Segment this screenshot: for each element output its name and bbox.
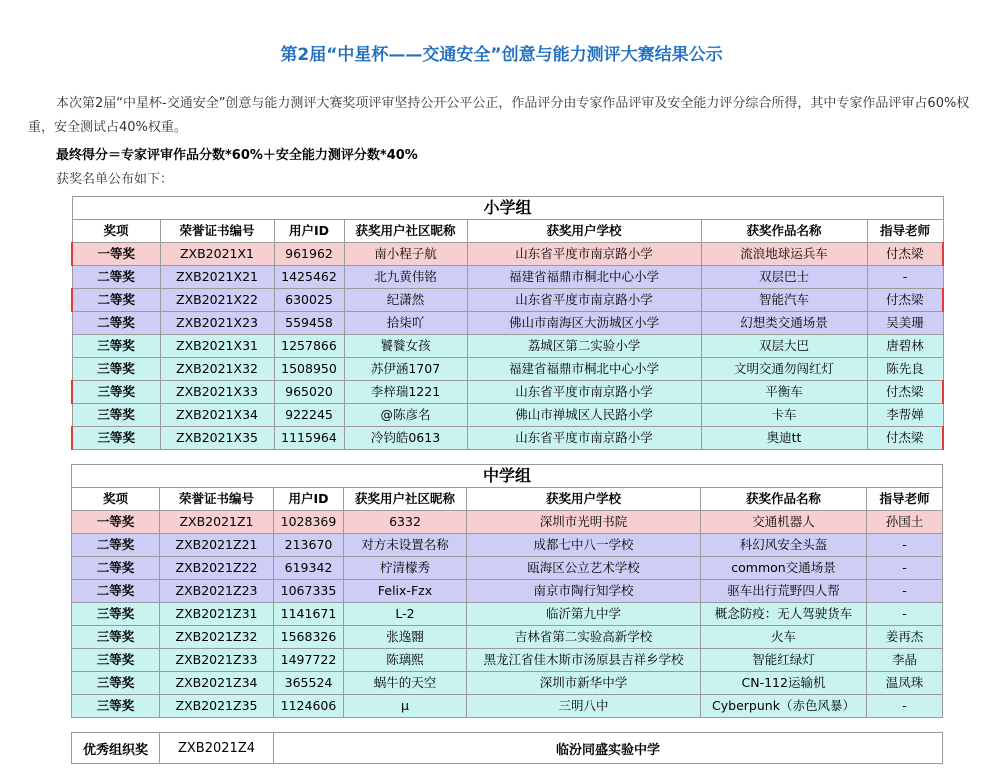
cell-work-title: 驱车出行荒野四人帮 [701,580,867,603]
cell-work-title: 双层巴士 [701,266,867,289]
org-award-code: ZXB2021Z4 [160,733,274,764]
table-row [72,289,943,312]
cell-teacher: 付杰梁 [867,427,943,450]
header-teacher: 指导老师 [867,488,943,511]
cell-cert-number: ZXB2021X1 [160,243,274,266]
table-row [72,358,943,381]
cell-user-id: 365524 [274,672,344,695]
cell-teacher: - [867,534,943,557]
header-school: 获奖用户学校 [467,488,701,511]
header-cert: 荣誉证书编号 [160,488,274,511]
cell-school: 福建省福鼎市桐北中心小学 [467,266,701,289]
cell-cert-number: ZXB2021Z31 [160,603,274,626]
cell-cert-number: ZXB2021X31 [160,335,274,358]
cell-user-id: 619342 [274,557,344,580]
cell-work-title: 流浪地球运兵车 [701,243,867,266]
cell-cert-number: ZXB2021Z1 [160,511,274,534]
organization-award-table [71,732,943,764]
cell-cert-number: ZXB2021X22 [160,289,274,312]
cell-work-title: 平衡车 [701,381,867,404]
cell-work-title: 双层大巴 [701,335,867,358]
org-award-name: 优秀组织奖 [72,733,160,764]
cell-user-id: 1425462 [274,266,344,289]
cell-award: 三等奖 [72,358,160,381]
header-cert: 荣誉证书编号 [160,220,274,243]
cell-user-id: 1508950 [274,358,344,381]
cell-work-title: 概念防疫：无人驾驶货车 [701,603,867,626]
primary-header-row [72,220,943,243]
score-formula: 最终得分＝专家评审作品分数*60%＋安全能力测评分数*40% [56,148,418,163]
cell-teacher: 付杰梁 [867,289,943,312]
cell-work-title: 交通机器人 [701,511,867,534]
cell-nickname: 6332 [344,511,467,534]
cell-teacher: 孙国土 [867,511,943,534]
cell-user-id: 1568326 [274,626,344,649]
org-award-school: 临汾同盛实验中学 [274,733,943,764]
cell-school: 黑龙江省佳木斯市汤原县吉祥乡学校 [467,649,701,672]
cell-school: 山东省平度市南京路小学 [467,381,701,404]
cell-work-title: 文明交通勿闯红灯 [701,358,867,381]
cell-school: 三明八中 [467,695,701,718]
cell-teacher: - [867,557,943,580]
cell-nickname: 李梓瑞1221 [344,381,467,404]
table-row [72,381,943,404]
cell-nickname: L-2 [344,603,467,626]
table-row [72,672,943,695]
cell-award: 二等奖 [72,312,160,335]
cell-work-title: 幻想类交通场景 [701,312,867,335]
table-row [72,626,943,649]
cell-work-title: 卡车 [701,404,867,427]
cell-school: 成都七中八一学校 [467,534,701,557]
cell-nickname: 张逸翾 [344,626,467,649]
cell-nickname: 纪潇然 [344,289,467,312]
middle-header-row [72,488,943,511]
cell-work-title: CN-112运输机 [701,672,867,695]
cell-award: 二等奖 [72,534,160,557]
cell-cert-number: ZXB2021Z23 [160,580,274,603]
cell-user-id: 922245 [274,404,344,427]
primary-group-title: 小学组 [72,197,943,220]
header-award: 奖项 [72,488,160,511]
cell-teacher: - [867,603,943,626]
table-row [72,695,943,718]
table-row [72,649,943,672]
cell-user-id: 630025 [274,289,344,312]
header-teacher: 指导老师 [867,220,943,243]
cell-user-id: 965020 [274,381,344,404]
cell-award: 一等奖 [72,511,160,534]
header-nickname: 获奖用户社区昵称 [344,488,467,511]
cell-school: 深圳市新华中学 [467,672,701,695]
cell-cert-number: ZXB2021X34 [160,404,274,427]
table-row [72,427,943,450]
cell-user-id: 1497722 [274,649,344,672]
cell-user-id: 1141671 [274,603,344,626]
cell-award: 三等奖 [72,695,160,718]
cell-cert-number: ZXB2021Z35 [160,695,274,718]
cell-cert-number: ZXB2021X23 [160,312,274,335]
cell-user-id: 1115964 [274,427,344,450]
cell-teacher: 吴美珊 [867,312,943,335]
header-userid: 用户ID [274,488,344,511]
cell-award: 三等奖 [72,404,160,427]
cell-cert-number: ZXB2021X35 [160,427,274,450]
cell-user-id: 1067335 [274,580,344,603]
cell-cert-number: ZXB2021X33 [160,381,274,404]
cell-user-id: 1124606 [274,695,344,718]
cell-school: 福建省福鼎市桐北中心小学 [467,358,701,381]
cell-nickname: 拾柒吖 [344,312,467,335]
cell-nickname: 陈璃熙 [344,649,467,672]
table-row [72,243,943,266]
cell-cert-number: ZXB2021X32 [160,358,274,381]
cell-school: 佛山市禅城区人民路小学 [467,404,701,427]
cell-teacher: 陈先良 [867,358,943,381]
cell-school: 山东省平度市南京路小学 [467,289,701,312]
cell-cert-number: ZXB2021Z33 [160,649,274,672]
cell-teacher: 付杰梁 [867,243,943,266]
cell-nickname: 蜗牛的天空 [344,672,467,695]
header-work: 获奖作品名称 [701,220,867,243]
cell-award: 三等奖 [72,626,160,649]
cell-school: 南京市陶行知学校 [467,580,701,603]
cell-nickname: μ [344,695,467,718]
cell-teacher: 唐碧林 [867,335,943,358]
cell-nickname: 柠清檬秀 [344,557,467,580]
cell-nickname: 北九黄伟铭 [344,266,467,289]
cell-award: 一等奖 [72,243,160,266]
page-title: 第2届“中星杯——交通安全”创意与能力测评大赛结果公示 [280,45,723,65]
header-nickname: 获奖用户社区昵称 [344,220,467,243]
table-row [72,580,943,603]
header-userid: 用户ID [274,220,344,243]
cell-user-id: 559458 [274,312,344,335]
cell-school: 山东省平度市南京路小学 [467,243,701,266]
header-work: 获奖作品名称 [701,488,867,511]
cell-award: 二等奖 [72,580,160,603]
cell-work-title: 火车 [701,626,867,649]
cell-nickname: 对方未设置名称 [344,534,467,557]
cell-award: 二等奖 [72,266,160,289]
list-intro: 获奖名单公布如下： [56,172,174,187]
cell-school: 吉林省第二实验高新学校 [467,626,701,649]
cell-teacher: 温凤珠 [867,672,943,695]
table-row [72,603,943,626]
table-row [72,511,943,534]
cell-nickname: Felix-Fzx [344,580,467,603]
cell-school: 瓯海区公立艺术学校 [467,557,701,580]
cell-award: 三等奖 [72,427,160,450]
middle-awards-table [71,464,943,718]
cell-teacher: 李晶 [867,649,943,672]
cell-work-title: common交通场景 [701,557,867,580]
table-row [72,557,943,580]
cell-teacher: - [867,266,943,289]
table-row [72,404,943,427]
cell-school: 山东省平度市南京路小学 [467,427,701,450]
table-row [72,534,943,557]
cell-user-id: 1257866 [274,335,344,358]
cell-school: 临沂第九中学 [467,603,701,626]
organization-award-row [72,733,943,764]
cell-user-id: 213670 [274,534,344,557]
cell-award: 二等奖 [72,557,160,580]
cell-work-title: 奥迪tt [701,427,867,450]
table-row [72,312,943,335]
cell-teacher: 李帮婵 [867,404,943,427]
cell-cert-number: ZXB2021Z34 [160,672,274,695]
cell-cert-number: ZXB2021Z32 [160,626,274,649]
cell-nickname: 南小程子航 [344,243,467,266]
middle-group-title: 中学组 [72,465,943,488]
cell-work-title: 智能汽车 [701,289,867,312]
cell-award: 三等奖 [72,335,160,358]
cell-teacher: 姜再杰 [867,626,943,649]
cell-nickname: @陈彦名 [344,404,467,427]
cell-teacher: - [867,695,943,718]
cell-nickname: 饕餮女孩 [344,335,467,358]
cell-user-id: 1028369 [274,511,344,534]
cell-teacher: - [867,580,943,603]
header-school: 获奖用户学校 [467,220,701,243]
cell-award: 三等奖 [72,649,160,672]
cell-cert-number: ZXB2021Z22 [160,557,274,580]
cell-nickname: 冷钧皓0613 [344,427,467,450]
cell-award: 三等奖 [72,603,160,626]
table-row [72,266,943,289]
intro-paragraph: 本次第2届“中星杯-交通安全”创意与能力测评大赛奖项评审坚持公开公平公正，作品评分由专家作品评审及安全能力评分综合所得，其中专家作品评审占60%权重，安全测试占40%权重。 [28,96,970,135]
cell-school: 荔城区第二实验小学 [467,335,701,358]
cell-school: 佛山市南海区大沥城区小学 [467,312,701,335]
cell-award: 二等奖 [72,289,160,312]
primary-awards-table [71,196,944,450]
cell-school: 深圳市光明书院 [467,511,701,534]
cell-work-title: 科幻风安全头盔 [701,534,867,557]
cell-work-title: Cyberpunk（赤色风暴） [701,695,867,718]
cell-nickname: 苏伊涵1707 [344,358,467,381]
cell-teacher: 付杰梁 [867,381,943,404]
cell-award: 三等奖 [72,381,160,404]
table-row [72,335,943,358]
cell-award: 三等奖 [72,672,160,695]
cell-cert-number: ZXB2021X21 [160,266,274,289]
cell-user-id: 961962 [274,243,344,266]
header-award: 奖项 [72,220,160,243]
cell-work-title: 智能红绿灯 [701,649,867,672]
cell-cert-number: ZXB2021Z21 [160,534,274,557]
